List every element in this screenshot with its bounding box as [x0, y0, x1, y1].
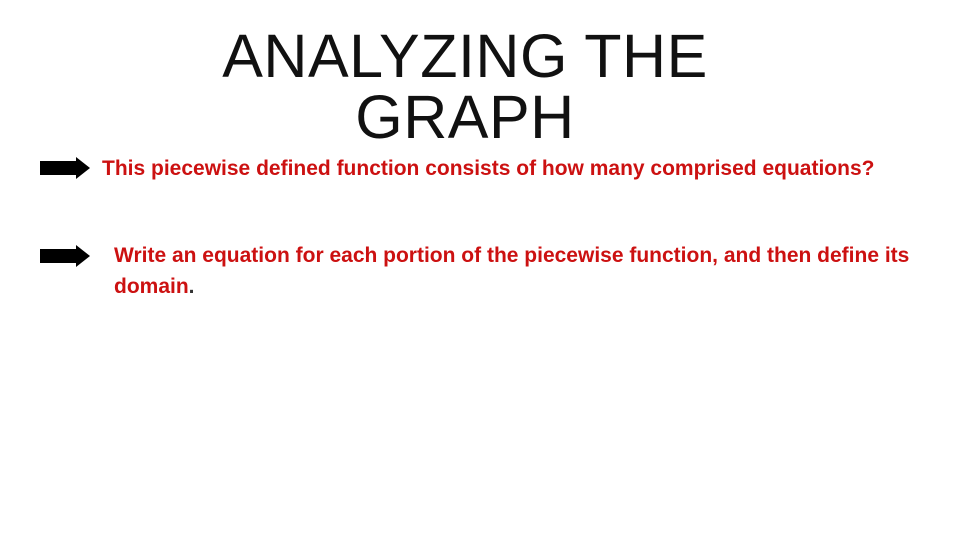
title-line-1: ANALYZING THE: [222, 22, 708, 90]
right-arrow-icon: [40, 157, 90, 179]
bullet-1-text: This piecewise defined function consists of how many comprised equations?: [102, 157, 875, 180]
bullet-item-1: [102, 153, 902, 184]
bullet-item-2: [114, 240, 934, 302]
slide-title: [150, 22, 780, 151]
title-line-2: GRAPH: [355, 83, 575, 151]
bullet-2-period: .: [188, 275, 195, 298]
right-arrow-icon: [40, 245, 90, 267]
bullet-2-text: Write an equation for each portion of the piecewise function, and then define its domain: [114, 244, 910, 298]
